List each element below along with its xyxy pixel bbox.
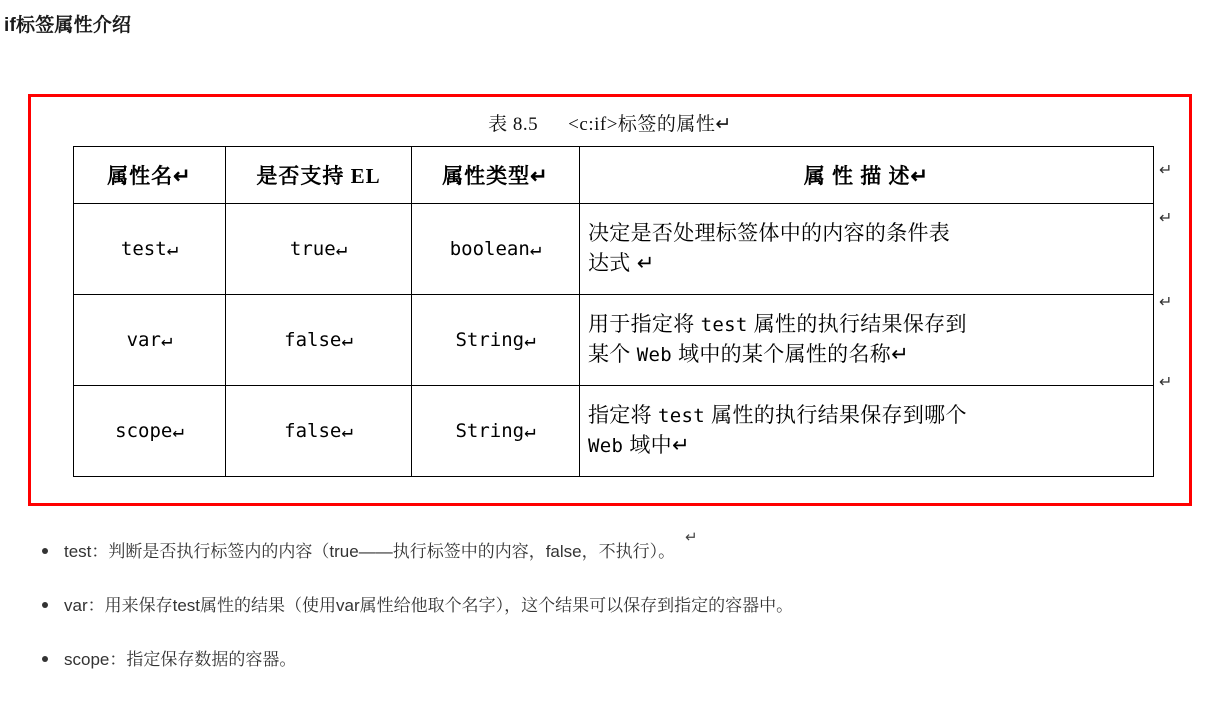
- column-header-type: 属性类型↵: [412, 147, 580, 204]
- desc-line-1-post: 属性的执行结果保存到哪个: [705, 403, 967, 427]
- table-head: [74, 147, 1154, 204]
- list-item: test：判断是否执行标签内的内容（true——执行标签中的内容，false，不执行）。: [34, 540, 1184, 564]
- desc-line-1-pre: 指定将: [588, 403, 659, 427]
- cell-attr-type: boolean↵: [412, 204, 580, 295]
- table-caption-number: 表 8.5: [488, 114, 539, 135]
- desc-line-2-pre: 某个: [588, 343, 637, 366]
- cell-attr-desc: [580, 386, 1154, 477]
- cell-attr-desc: [580, 204, 1154, 295]
- paragraph-mark: ↵: [1159, 294, 1173, 311]
- desc-line-2-post: 域中↵: [623, 434, 690, 457]
- desc-line-2-code: Web: [636, 344, 672, 366]
- column-header-description: 属 性 描 述↵: [580, 147, 1154, 204]
- column-header-el-support: 是否支持 EL: [226, 147, 412, 204]
- desc-line-2-code: Web: [588, 435, 624, 457]
- cell-attr-name: var↵: [74, 295, 226, 386]
- cell-attr-name: scope↵: [74, 386, 226, 477]
- column-header-name: 属性名↵: [74, 147, 226, 204]
- list-item: var：用来保存test属性的结果（使用var属性给他取个名字），这个结果可以保存到指定的容器中。: [34, 594, 1184, 618]
- desc-line-1-code: test: [700, 313, 748, 336]
- table-body: [74, 204, 1154, 477]
- cell-attr-el: false↵: [226, 386, 412, 477]
- desc-line-2: 达式 ↵: [588, 252, 655, 275]
- figure-tail-mark: ↵: [685, 530, 698, 546]
- list-item: scope：指定保存数据的容器。: [34, 648, 1184, 672]
- desc-line-2-post: 域中的某个属性的名称↵: [671, 343, 909, 366]
- document-page: [0, 10, 1232, 701]
- table-caption-text: <c:if>标签的属性↵: [568, 114, 732, 135]
- cell-attr-el: false↵: [226, 295, 412, 386]
- page-title: if标签属性介绍: [4, 15, 132, 36]
- cell-attr-el: true↵: [226, 204, 412, 295]
- table-header-row: [74, 147, 1154, 204]
- paragraph-mark: ↵: [1159, 162, 1173, 179]
- desc-line-1-post: 属性的执行结果保存到: [747, 312, 967, 336]
- desc-line-1: 决定是否处理标签体中的内容的条件表: [588, 221, 951, 245]
- cell-attr-type: String↵: [412, 386, 580, 477]
- desc-line-1-code: test: [658, 404, 706, 427]
- cell-attr-type: String↵: [412, 295, 580, 386]
- table-row: [74, 204, 1154, 295]
- attributes-table: [73, 146, 1154, 477]
- paragraph-mark: ↵: [1159, 210, 1173, 227]
- desc-line-1-pre: 用于指定将: [588, 312, 701, 336]
- paragraph-mark: ↵: [1159, 374, 1173, 391]
- table-row: [74, 295, 1154, 386]
- highlighted-figure-box: [28, 94, 1192, 546]
- cell-attr-name: test↵: [74, 204, 226, 295]
- table-caption: [31, 109, 1189, 136]
- table-row: [74, 386, 1154, 477]
- cell-attr-desc: [580, 295, 1154, 386]
- attributes-table-wrapper: [73, 146, 1173, 546]
- notes-list: [34, 540, 1184, 701]
